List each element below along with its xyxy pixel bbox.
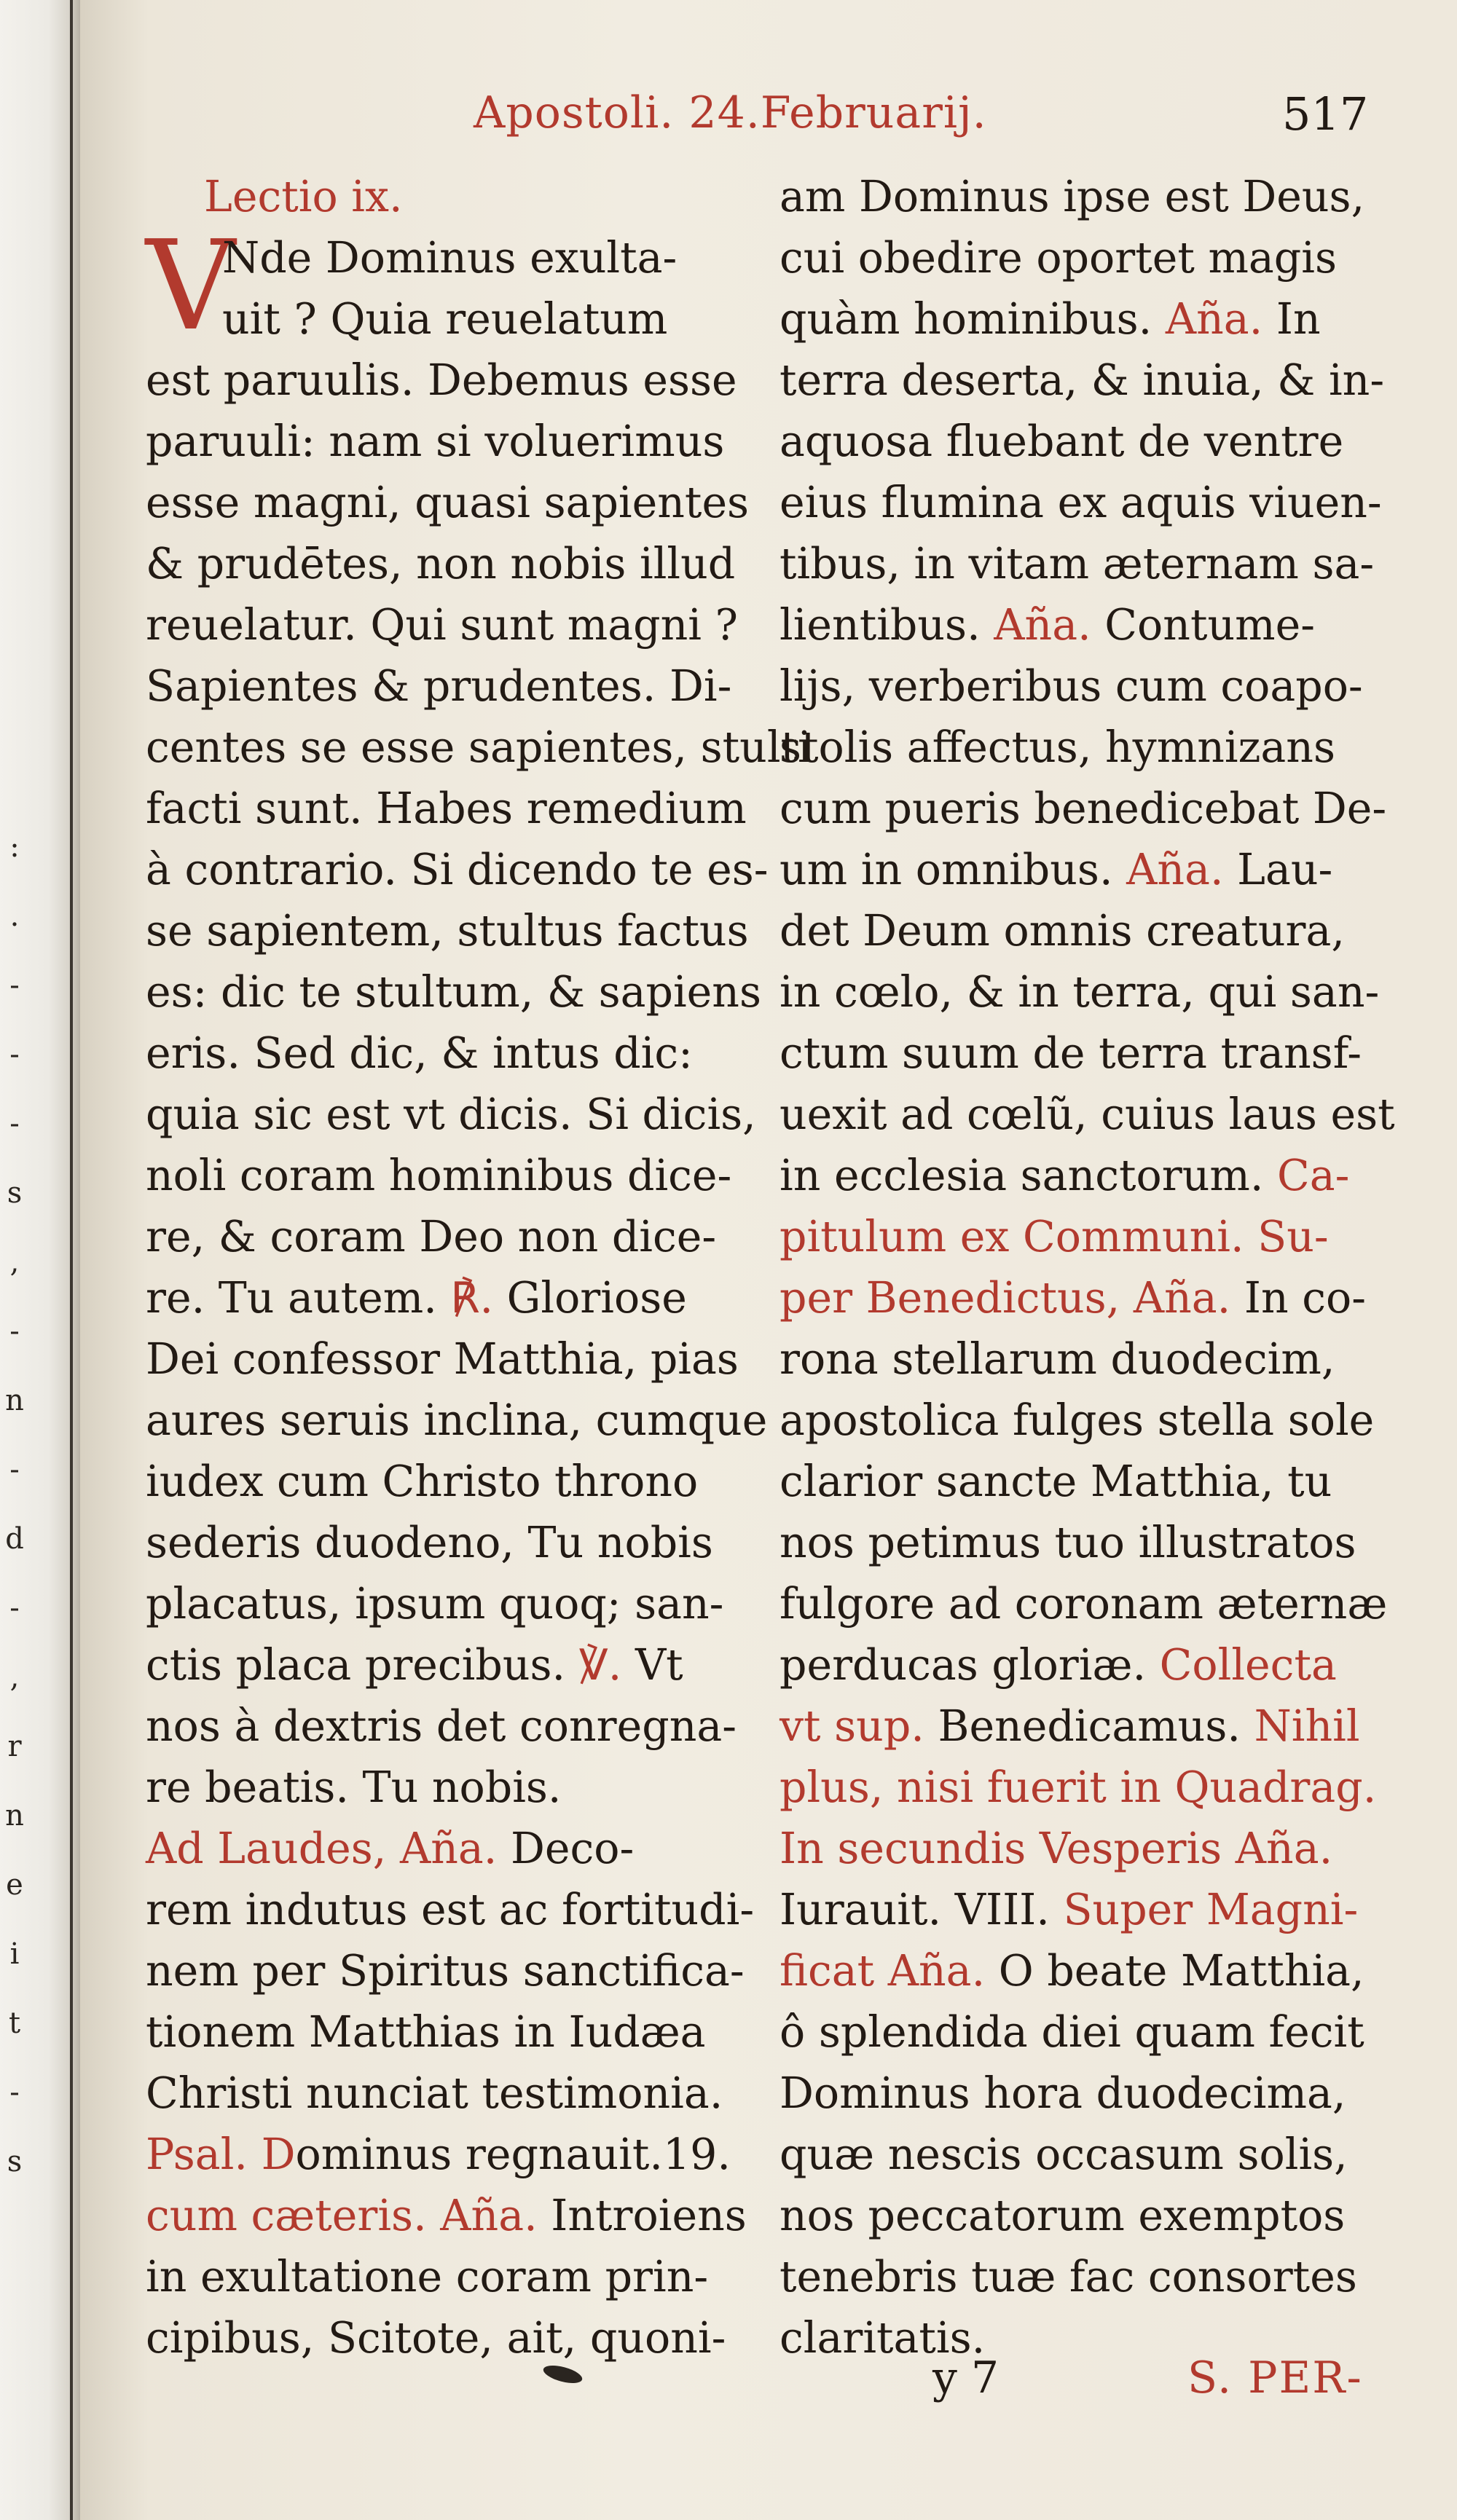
- body-text: det Deum omnis creatura,: [779, 906, 1345, 956]
- text-line: [779, 655, 1421, 717]
- body-text: aquosa fluebant de ventre: [779, 417, 1344, 466]
- text-line: [779, 1451, 1421, 1512]
- body-text: cui obedire oportet magis: [779, 233, 1337, 283]
- text-line: [779, 1573, 1421, 1634]
- body-text: in cœlo, & in terra, qui san-: [779, 967, 1380, 1017]
- text-line: [779, 533, 1421, 594]
- body-text: quia sic est vt dicis. Si dicis,: [146, 1090, 756, 1139]
- binding-shadow: [70, 0, 73, 2520]
- lectio-heading: Lectio ix.: [204, 172, 403, 221]
- body-text: perducas gloriæ.: [779, 1640, 1160, 1690]
- text-line: [146, 1023, 830, 1084]
- text-line: [779, 166, 1421, 227]
- body-text: claritatis.: [779, 2313, 986, 2363]
- body-text: se sapientem, stultus factus: [146, 906, 749, 956]
- text-line: [146, 2063, 830, 2124]
- text-line: [146, 1451, 830, 1512]
- text-line: [146, 1145, 830, 1206]
- text-line: [146, 1512, 830, 1573]
- text-line: [146, 533, 830, 594]
- bleed-glyph: :: [9, 830, 20, 864]
- signature-mark: y 7: [932, 2352, 1000, 2403]
- body-text: Sapientes & prudentes. Di-: [146, 661, 732, 711]
- rubric-text: Aña.: [1165, 294, 1263, 344]
- body-text: Vt: [621, 1640, 683, 1690]
- body-text: ctis placa precibus.: [146, 1640, 579, 1690]
- body-text: Christi nunciat testimonia.: [146, 2068, 723, 2118]
- rubric-text: Aña.: [1126, 845, 1224, 894]
- body-text: re beatis. Tu nobis.: [146, 1763, 562, 1812]
- left-text-body: [146, 214, 830, 2369]
- body-text: & prudētes, non nobis illud: [146, 539, 736, 588]
- body-text: Benedicamus.: [924, 1701, 1254, 1751]
- body-text: in exultatione coram prin-: [146, 2252, 709, 2302]
- text-line: [146, 839, 830, 900]
- body-text: eius flumina ex aquis viuen-: [779, 478, 1382, 527]
- running-title: Apostoli. 24.Februarij.: [474, 87, 987, 138]
- text-line: [779, 1818, 1421, 1879]
- bleed-glyph: i: [9, 1937, 20, 1971]
- text-line: [779, 2063, 1421, 2124]
- bleed-glyph: s: [7, 1176, 23, 1210]
- page-number: 517: [1282, 87, 1369, 141]
- text-line: [779, 2185, 1421, 2246]
- body-text: es: dic te stultum, & sapiens: [146, 967, 761, 1017]
- catchword: S. PER-: [1187, 2352, 1363, 2403]
- body-text: lijs, verberibus cum coapo-: [779, 661, 1363, 711]
- rubric-text: cum cæteris. Aña.: [146, 2191, 538, 2240]
- rubric-text: Nihil: [1254, 1701, 1360, 1751]
- body-text: est paruulis. Debemus esse: [146, 355, 737, 405]
- text-line: [779, 2001, 1421, 2063]
- text-line: [779, 227, 1421, 288]
- text-line: [779, 1757, 1421, 1818]
- body-text: cum pueris benedicebat De-: [779, 784, 1387, 833]
- text-line: [146, 1328, 830, 1390]
- body-text: tionem Matthias in Iudæa: [146, 2007, 706, 2057]
- body-text: Lau-: [1223, 845, 1333, 894]
- body-text: Contume-: [1091, 600, 1315, 650]
- body-text: placatus, ipsum quoq; san-: [146, 1579, 724, 1629]
- text-line: [146, 1818, 830, 1879]
- text-line: [779, 778, 1421, 839]
- text-line: [779, 411, 1421, 472]
- body-text: nem per Spiritus sanctifica-: [146, 1946, 745, 1996]
- text-line: [779, 288, 1421, 350]
- text-line: [779, 900, 1421, 961]
- text-line: [146, 1573, 830, 1634]
- body-text: quàm hominibus.: [779, 294, 1166, 344]
- text-line: [779, 1634, 1421, 1696]
- text-line: [779, 350, 1421, 411]
- body-text: à contrario. Si dicendo te es-: [146, 845, 769, 894]
- body-text: terra deserta, & inuia, & in-: [779, 355, 1385, 405]
- bleed-glyph: n: [5, 1799, 24, 1832]
- body-text: apostolica fulges stella sole: [779, 1395, 1375, 1445]
- text-line: [146, 288, 830, 350]
- body-text: Iurauit. VIII.: [779, 1885, 1064, 1934]
- rubric-text: Ca-: [1277, 1151, 1350, 1200]
- body-text: uit ? Quia reuelatum: [222, 294, 668, 344]
- body-text: reuelatur. Qui sunt magni ?: [146, 600, 738, 650]
- rubric-text: per Benedictus, Aña.: [779, 1273, 1231, 1323]
- rubric-text: Collecta: [1159, 1640, 1337, 1690]
- initial-letter: V: [146, 214, 235, 358]
- text-line: [146, 2001, 830, 2063]
- body-text: iudex cum Christo throno: [146, 1457, 699, 1506]
- body-text: ô splendida diei quam fecit: [779, 2007, 1364, 2057]
- bleed-glyph: ,: [9, 1245, 20, 1279]
- text-line: [146, 2185, 830, 2246]
- text-line: [146, 2246, 830, 2307]
- body-text: In: [1262, 294, 1321, 344]
- bleed-glyph: -: [9, 1315, 20, 1348]
- body-text: In co-: [1230, 1273, 1366, 1323]
- rubric-text: vt sup.: [779, 1701, 924, 1751]
- body-text: cipibus, Scitote, ait, quoni-: [146, 2313, 726, 2363]
- rubric-text: Aña.: [994, 600, 1091, 650]
- body-text: ominus regnauit.19.: [295, 2130, 731, 2179]
- text-line: [146, 1390, 830, 1451]
- text-line: [779, 2124, 1421, 2185]
- text-line: [779, 839, 1421, 900]
- text-line: [779, 1512, 1421, 1573]
- bleed-glyph: t: [8, 2007, 21, 2040]
- body-text: Introiens: [537, 2191, 747, 2240]
- body-text: Gloriose: [493, 1273, 687, 1323]
- body-text: esse magni, quasi sapientes: [146, 478, 750, 527]
- text-line: [146, 1206, 830, 1267]
- body-text: ctum suum de terra transf-: [779, 1028, 1362, 1078]
- text-line: [779, 1145, 1421, 1206]
- bleed-glyph: -: [9, 969, 20, 1002]
- body-text: clarior sancte Matthia, tu: [779, 1457, 1332, 1506]
- body-text: nos à dextris det conregna-: [146, 1701, 737, 1751]
- text-line: [779, 1390, 1421, 1451]
- rubric-text: ℟.: [450, 1273, 494, 1323]
- body-text: tibus, in vitam æternam sa-: [779, 539, 1375, 588]
- text-line: [779, 961, 1421, 1023]
- body-text: lientibus.: [779, 600, 994, 650]
- text-line: [779, 1328, 1421, 1390]
- text-line: [146, 2124, 830, 2185]
- body-text: nos peccatorum exemptos: [779, 2191, 1346, 2240]
- bleed-glyph: n: [5, 1384, 24, 1417]
- bleed-glyph: -: [9, 2076, 20, 2109]
- body-text: am Dominus ipse est Deus,: [779, 172, 1365, 221]
- text-line: [146, 717, 830, 778]
- text-line: [146, 594, 830, 655]
- text-line: [146, 961, 830, 1023]
- body-text: re, & coram Deo non dice-: [146, 1212, 717, 1261]
- rubric-text: ℣.: [578, 1640, 622, 1690]
- body-text: Dominus hora duodecima,: [779, 2068, 1346, 2118]
- body-text: facti sunt. Habes remedium: [146, 784, 747, 833]
- text-line: [146, 1634, 830, 1696]
- body-text: Nde Dominus exulta-: [222, 233, 678, 283]
- rubric-text: ficat Aña.: [779, 1946, 986, 1996]
- body-text: aures seruis inclina, cumque: [146, 1395, 768, 1445]
- bleed-glyph: ,: [9, 1661, 20, 1694]
- text-line: [146, 1757, 830, 1818]
- body-text: rem indutus est ac fortitudi-: [146, 1885, 755, 1934]
- text-line: [146, 778, 830, 839]
- text-line: [779, 1267, 1421, 1328]
- bleed-glyph: s: [7, 2145, 23, 2178]
- rubric-text: plus, nisi fuerit in Quadrag.: [779, 1763, 1377, 1812]
- text-line: [146, 411, 830, 472]
- bleed-glyph: -: [9, 1591, 20, 1625]
- text-line: [146, 1696, 830, 1757]
- bleed-glyph: e: [6, 1868, 23, 1902]
- text-line: [779, 1023, 1421, 1084]
- bleed-glyph: -: [9, 1107, 20, 1141]
- body-text: eris. Sed dic, & intus dic:: [146, 1028, 693, 1078]
- body-text: quæ nescis occasum solis,: [779, 2130, 1348, 2179]
- text-line: [779, 2246, 1421, 2307]
- body-text: sederis duodeno, Tu nobis: [146, 1518, 713, 1567]
- book-page: [80, 0, 1457, 2520]
- body-text: Deco-: [497, 1824, 635, 1873]
- text-line: [146, 655, 830, 717]
- body-text: nos petimus tuo illustratos: [779, 1518, 1356, 1567]
- text-line: [146, 1879, 830, 1940]
- left-column: [146, 166, 830, 2369]
- text-line: [146, 1940, 830, 2001]
- body-text: in ecclesia sanctorum.: [779, 1151, 1278, 1200]
- text-line: [146, 1267, 830, 1328]
- body-text: Dei confessor Matthia, pias: [146, 1334, 739, 1384]
- text-line: [779, 1879, 1421, 1940]
- body-text: fulgore ad coronam æternæ: [779, 1579, 1388, 1629]
- rubric-text: pitulum ex Communi. Su-: [779, 1212, 1329, 1261]
- body-text: centes se esse sapientes, stulti: [146, 722, 812, 772]
- right-text-body: [779, 166, 1421, 2369]
- text-line: [779, 472, 1421, 533]
- text-line: [146, 900, 830, 961]
- rubric-text: Super Magni-: [1063, 1885, 1359, 1934]
- body-text: uexit ad cœlũ, cuius laus est: [779, 1090, 1395, 1139]
- text-line: [146, 472, 830, 533]
- right-column: [779, 166, 1421, 2369]
- body-text: noli coram hominibus dice-: [146, 1151, 732, 1200]
- text-line: [146, 2307, 830, 2369]
- bleed-glyph: d: [5, 1522, 24, 1556]
- text-line: [146, 1084, 830, 1145]
- body-text: re. Tu autem.: [146, 1273, 451, 1323]
- rubric-text: In secundis Vesperis Aña.: [779, 1824, 1333, 1873]
- rubric-text: Ad Laudes, Aña.: [146, 1824, 498, 1873]
- text-line: [779, 1940, 1421, 2001]
- body-text: rona stellarum duodecim,: [779, 1334, 1335, 1384]
- text-line: [779, 717, 1421, 778]
- text-line: [779, 1206, 1421, 1267]
- body-text: O beate Matthia,: [985, 1946, 1364, 1996]
- bleed-glyph: -: [9, 1038, 20, 1071]
- text-line: [146, 227, 830, 288]
- bleed-glyph: .: [9, 899, 20, 933]
- rubric-text: Psal. D: [146, 2130, 296, 2179]
- text-line: [779, 1084, 1421, 1145]
- body-text: tenebris tuæ fac consortes: [779, 2252, 1357, 2302]
- bleed-glyph: r: [7, 1730, 22, 1763]
- body-text: um in omnibus.: [779, 845, 1127, 894]
- body-text: paruuli: nam si voluerimus: [146, 417, 725, 466]
- text-line: [779, 1696, 1421, 1757]
- text-line: [779, 594, 1421, 655]
- text-line: [146, 350, 830, 411]
- body-text: stolis affectus, hymnizans: [779, 722, 1335, 772]
- bleed-glyph: -: [9, 1453, 20, 1487]
